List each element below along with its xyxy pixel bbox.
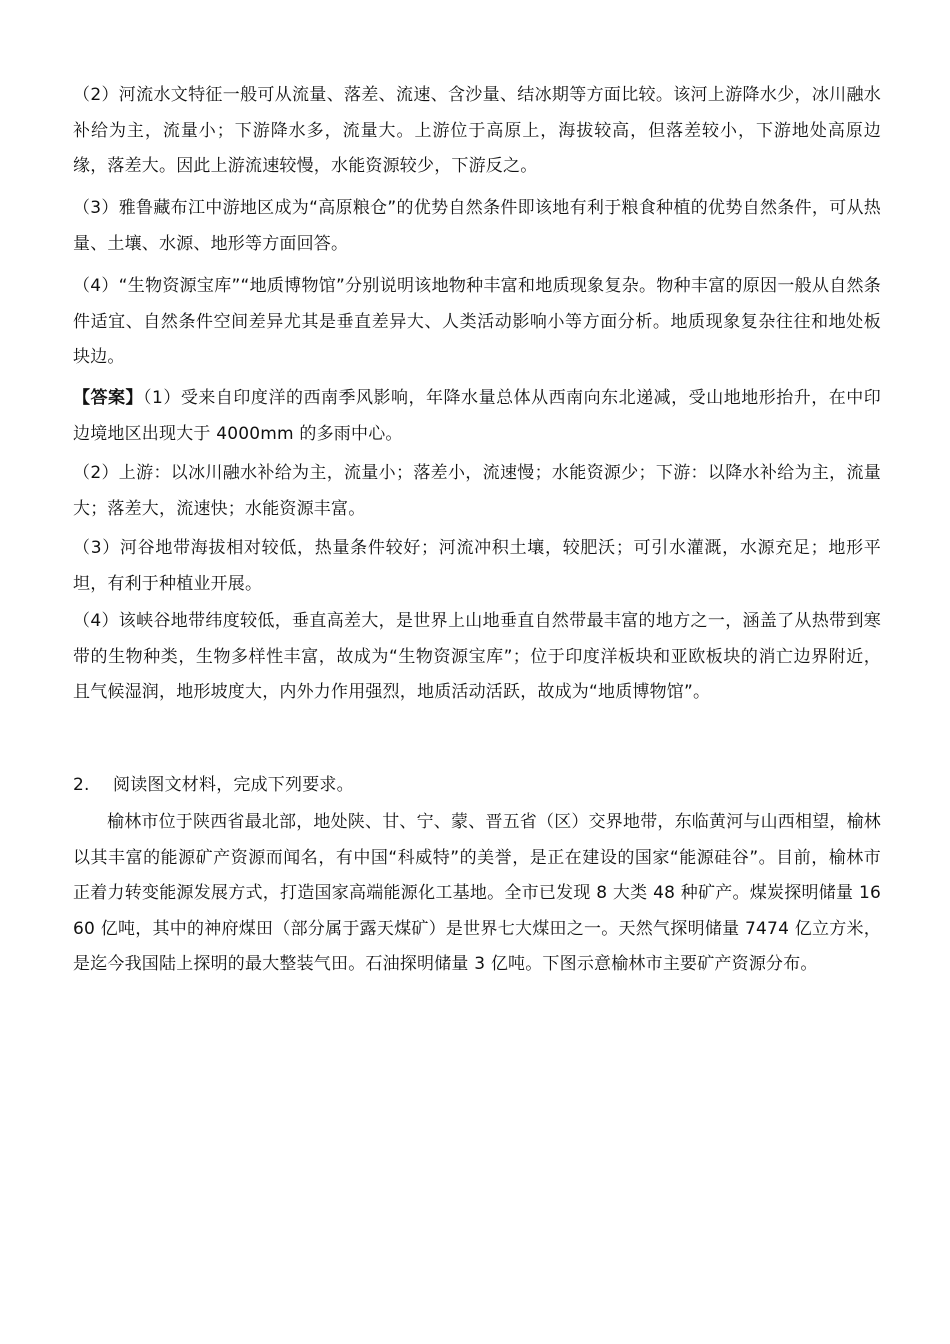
- question-2-header: [73, 768, 881, 804]
- answer-label: 【答案】: [73, 388, 144, 408]
- answer-paragraph-3: （3）河谷地带海拔相对较低，热量条件较好；河流冲积土壤，较肥沃；可引水灌溉，水源充足；地形平坦，有利于种植业开展。: [73, 538, 881, 594]
- analysis-paragraph-2: （2）河流水文特征一般可从流量、落差、流速、含沙量、结冰期等方面比较。该河上游降水少，冰川融水补给为主，流量小；下游降水多，流量大。上游位于高原上，海拔较高，但落差较小，下游地处高原边缘，落差大。因此上游流速较慢，水能资源较少，下游反之。: [73, 85, 881, 176]
- analysis-paragraph-3: （3）雅鲁藏布江中游地区成为“高原粮仓”的优势自然条件即该地有利于粮食种植的优势自然条件，可从热量、土壤、水源、地形等方面回答。: [73, 198, 881, 254]
- answer-paragraph-4: （4）该峡谷地带纬度较低，垂直高差大，是世界上山地垂直自然带最丰富的地方之一，涵盖了从热带到寒带的生物种类，生物多样性丰富，故成为“生物资源宝库”；位于印度洋板块和亚欧板块的消亡边界附近，且气候湿润，地形坡度大，内外力作用强烈，地质活动活跃，故成为“地质博物馆”。: [73, 611, 881, 702]
- answer-paragraph-2: （2）上游：以冰川融水补给为主，流量小；落差小，流速慢；水能资源少；下游：以降水补给为主，流量大；落差大，流速快；水能资源丰富。: [73, 463, 881, 519]
- question-2-material: 榆林市位于陕西省最北部，地处陕、甘、宁、蒙、晋五省（区）交界地带，东临黄河与山西相望，榆林以其丰富的能源矿产资源而闻名，有中国“科威特”的美誉，是正在建设的国家“能源硅谷”。目前，榆林市正着力转变能源发展方式，打造国家高端能源化工基地。全市已发现 8 大类 48 种矿产。煤炭探明储量 1660 亿吨，其中的神府煤田（部分属于露天煤矿）是世界七大煤田之一。天然气探明储量 7474 亿立方米，是迄今我国陆上探明的最大整装气田。石油探明储量 3 亿吨。下图示意榆林市主要矿产资源分布。: [73, 812, 881, 974]
- answer-paragraph-1: [73, 381, 881, 452]
- answer-1-text: （1）受来自印度洋的西南季风影响，年降水量总体从西南向东北递减，受山地地形抬升，在中印边境地区出现大于 4000mm 的多雨中心。: [73, 388, 881, 444]
- question-2-number: 2.: [73, 775, 90, 795]
- question-2-prompt: 阅读图文材料，完成下列要求。: [113, 775, 354, 795]
- analysis-paragraph-4: （4）“生物资源宝库”“地质博物馆”分别说明该地物种丰富和地质现象复杂。物种丰富的原因一般从自然条件适宜、自然条件空间差异尤其是垂直差异大、人类活动影响小等方面分析。地质现象复杂往往和地处板块边。: [73, 276, 881, 367]
